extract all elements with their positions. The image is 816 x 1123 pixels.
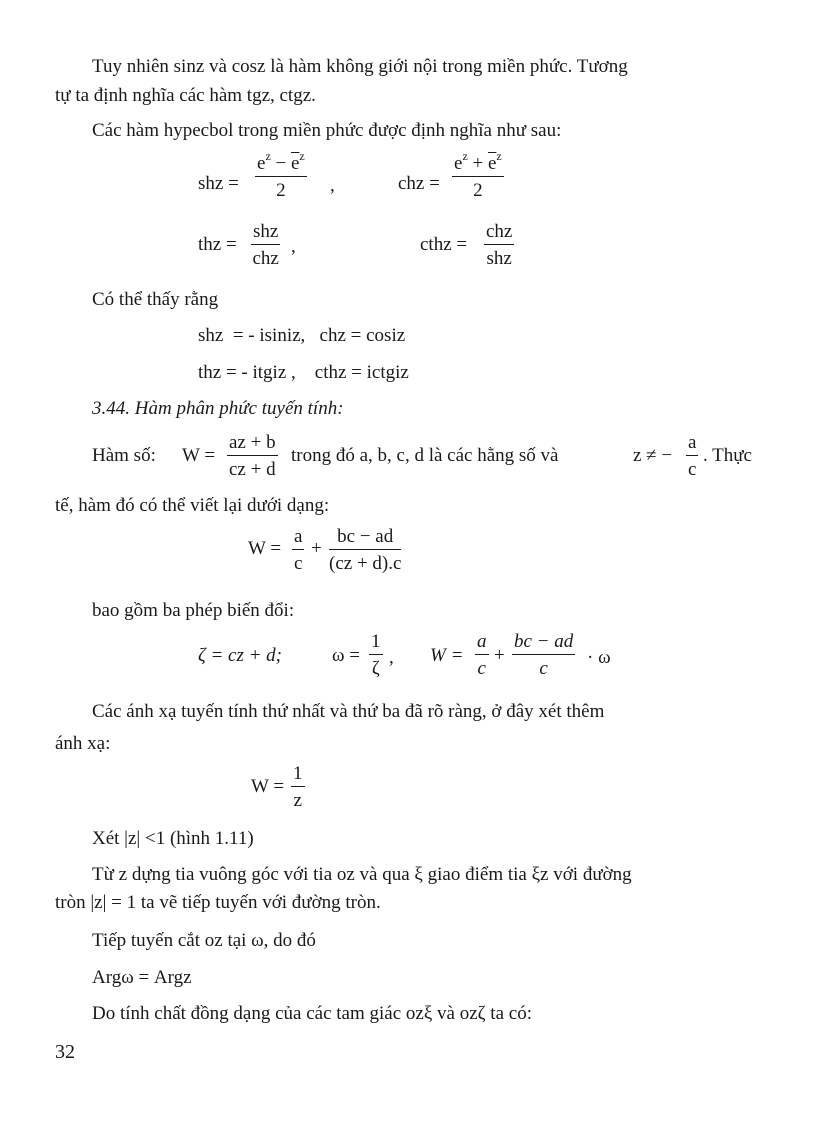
paragraph-line: Hàm số: [92, 445, 156, 466]
fraction-shz: $e^z - \overline{e}^z$ 2 [257, 149, 305, 201]
fraction-mobius: az + b cz + d [229, 432, 276, 480]
paragraph-line: Do tính chất đồng dạng của các tam giác ozξ và ozζ ta có: [92, 1003, 532, 1024]
formula-label: cthz = [420, 234, 468, 255]
fraction-thz: shz chz [252, 221, 279, 269]
paragraph-line: . Thực [703, 445, 752, 466]
paragraph-line: Các ánh xạ tuyến tính thứ nhất và thứ ba đã rõ ràng, ở đây xét thêm [92, 701, 605, 722]
fraction-rewrite: bc − ad (cz + d).c [329, 526, 402, 574]
formula-label: W = [248, 538, 282, 559]
paragraph-line: bao gồm ba phép biến đổi: [92, 600, 295, 621]
paragraph-line: Tiếp tuyến cắt oz tại ω, do đó [92, 930, 316, 951]
paragraph-line: Có thể thấy rằng [92, 289, 219, 310]
paragraph-line: trong đó a, b, c, d là các hằng số và [291, 445, 559, 466]
formula-label: thz = [198, 234, 237, 255]
paragraph-line: Tuy nhiên sinz và cosz là hàm không giới nội trong miền phức. Tương [92, 56, 628, 77]
formula-comma: , [389, 647, 394, 668]
paragraph-line: Xét |z| <1 (hình 1.11) [92, 828, 254, 849]
formula-plus: + [311, 538, 322, 559]
formula-label: W = [182, 445, 216, 466]
fraction-one-over-z: 1 z [293, 763, 303, 811]
fraction-a-over-c: a c [688, 432, 697, 480]
formula-label: ζ = cz + d; [198, 645, 282, 666]
section-heading: 3.44. Hàm phân phức tuyến tính: [92, 398, 344, 419]
paragraph-line: ánh xạ: [55, 733, 111, 754]
formula-label: shz = [198, 173, 239, 194]
fraction-a-over-c: a c [294, 526, 303, 574]
paragraph-line: Các hàm hypecbol trong miền phức được định nghĩa như sau: [92, 120, 562, 141]
formula-label: · ω [587, 647, 611, 668]
formula-label: chz = [398, 173, 440, 194]
formula-label: z ≠ − [633, 445, 673, 466]
paragraph-line: tế, hàm đó có thể viết lại dưới dạng: [55, 495, 330, 516]
formula-label: ω = [332, 645, 360, 666]
page-number: 32 [55, 1041, 75, 1063]
fraction-one-over-zeta: 1 ζ [371, 631, 381, 679]
fraction-a-over-c-italic: a c [477, 631, 487, 679]
paragraph-line: tự ta định nghĩa các hàm tgz, ctgz. [55, 85, 316, 106]
formula-line: shz = - isiniz, chz = cosiz [198, 325, 406, 346]
paragraph-line: Từ z dựng tia vuông góc với tia oz và qua ξ giao điểm tia ξz với đường [92, 864, 632, 885]
formula-plus: + [494, 645, 505, 666]
formula-label: W = [251, 776, 285, 797]
formula-comma: , [291, 236, 296, 257]
formula-line: thz = - itgiz , cthz = ictgiz [198, 362, 409, 383]
paragraph-line: Argω = Argz [92, 967, 192, 988]
fraction-chz: $e^z + \overline{e}^z$ 2 [454, 149, 502, 201]
fraction-bcad-italic: bc − ad c [514, 631, 574, 679]
formula-comma: , [330, 175, 335, 196]
paragraph-line: tròn |z| = 1 ta vẽ tiếp tuyến với đường tròn. [55, 892, 381, 913]
formula-label: W = [430, 645, 464, 666]
fraction-cthz: chz shz [486, 221, 513, 269]
